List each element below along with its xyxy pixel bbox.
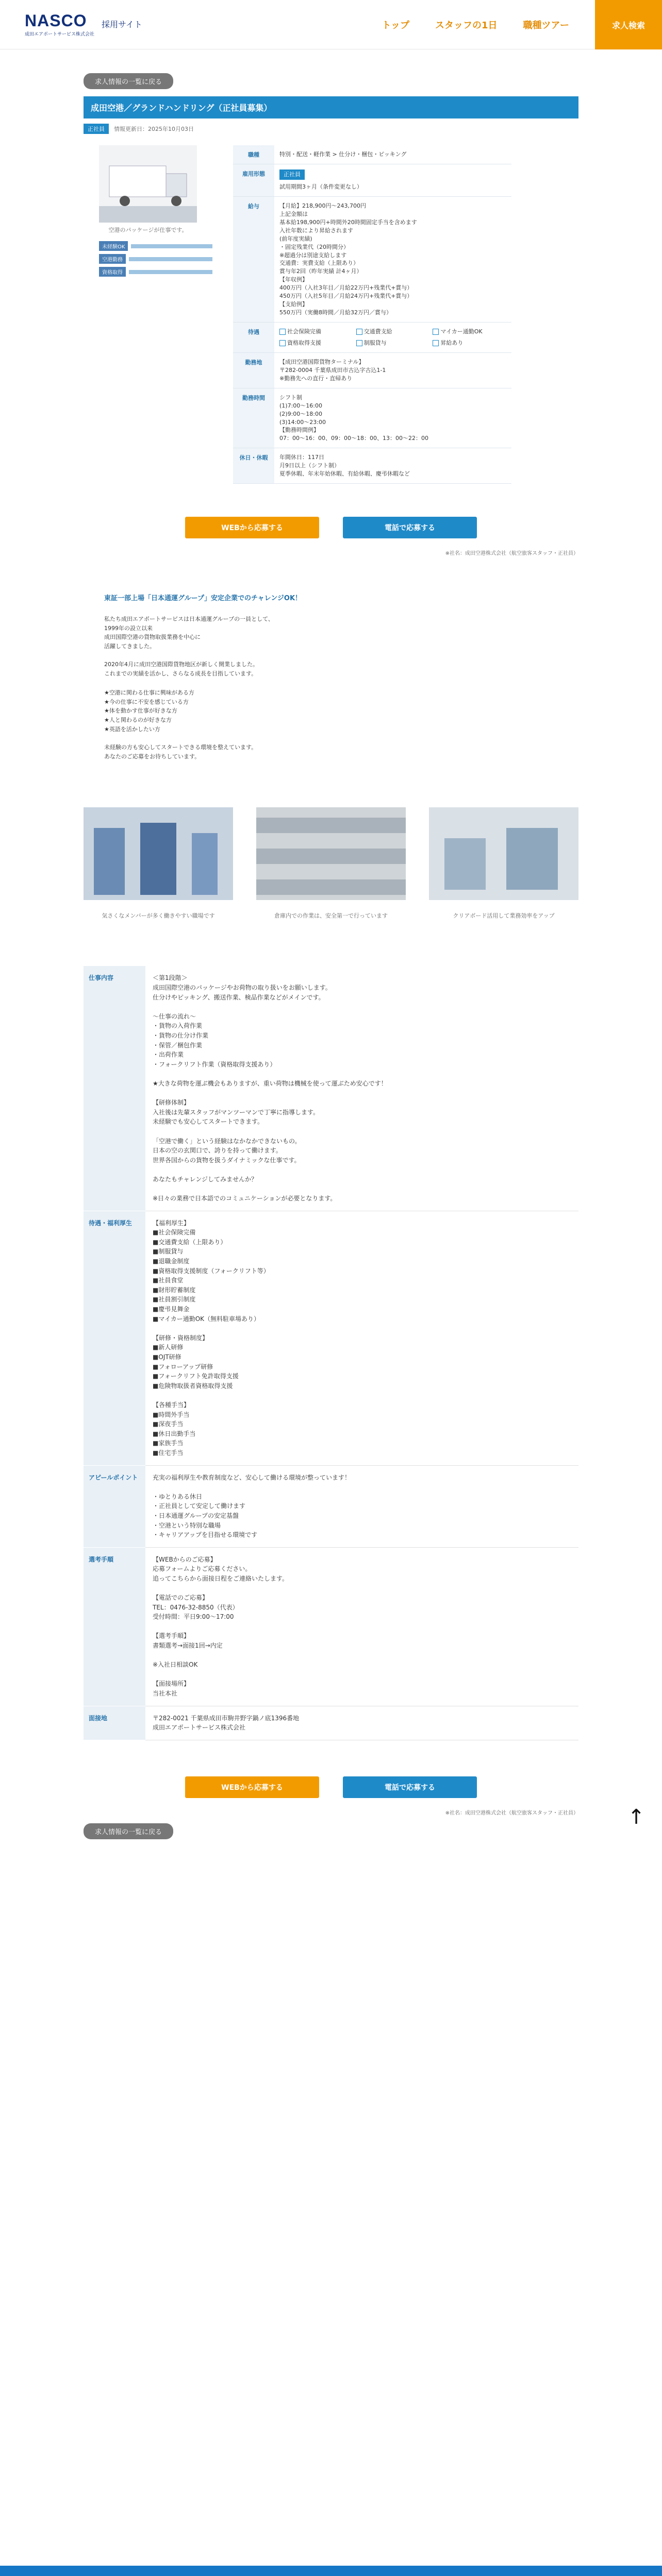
site-header [0, 0, 662, 49]
row-head-location: 勤務地 [233, 352, 274, 388]
scroll-top-icon[interactable]: ↑ [627, 1805, 645, 1829]
row-head-jobtype: 職種 [233, 145, 274, 164]
row-head-hours: 勤務時間 [233, 388, 274, 448]
point-1: 未経験OK [99, 241, 128, 251]
job-detail [84, 49, 578, 1839]
employment-badge: 正社員 [279, 170, 305, 180]
company-note: ※社名：成田空港株式会社（航空旅客スタッフ・正社員） [445, 551, 578, 557]
nav-top[interactable]: トップ [382, 20, 409, 31]
gallery-photo-3 [429, 807, 578, 900]
job-detail-table [84, 966, 578, 1740]
nav-job-search[interactable]: 求人検索 [595, 0, 662, 49]
search-section [0, 2566, 662, 2576]
row-jobtype: 特別・配送・軽作業 > 仕分け・梱包・ピッキング [274, 145, 511, 164]
detail-welfare: 【福利厚生】 ■社会保険完備 ■交通費支給（上限あり） ■制服貸与 ■退職金制度 ■資格取得支援制度（フォークリフト等） ■社員食堂 ■財形貯蓄制度 ■社員割引制度 ■慶弔見舞金 ■マイカー通勤OK（無料駐車場あり） 【研修・資格制度】 ■新人研修 ■OJT研修 ■フォローアップ研修 ■フォークリフト免許取得支援 ■危険物取扱者資格取得支援 【各種手当】 ■時間外手当 ■深夜手当 ■休日出勤手当 ■家族手当 ■住宅手当 [145, 1211, 578, 1465]
photo-caption: 空港のパッケージが仕事です。 [108, 227, 188, 233]
row-head-benefits: 待遇 [233, 323, 274, 353]
gallery-photo-2 [256, 807, 406, 900]
license-icon [279, 340, 286, 346]
job-photo-column [99, 145, 212, 484]
benefit-2: 交通費支給 [356, 328, 430, 336]
job-summary-table [233, 145, 511, 484]
detail-head-interview: 面接地 [84, 1706, 145, 1740]
row-head-employment: 雇用形態 [233, 164, 274, 197]
benefit-6: 昇給あり [433, 339, 506, 347]
intro-body: 私たち成田エアポートサービスは日本通運グループの一員として、 1999年の設立以来 成田国際空港の貨物取扱業務を中心に 活躍してきました。 2020年4月に成田空港国際貨物地区が新しく開業しました。 これまでの実績を活かし、さらなる成長を目指しています。 [104, 616, 274, 677]
back-to-list-button[interactable]: 求人情報の一覧に戻る [84, 73, 173, 89]
transport-icon [356, 329, 362, 335]
job-title: 成田空港／グランドハンドリング（正社員募集） [84, 96, 578, 118]
detail-head-appeal: アピールポイント [84, 1465, 145, 1547]
apply-web-button-2[interactable]: WEBから応募する [185, 1776, 319, 1798]
row-salary: 【月給】218,900円〜243,700円 上記金額は 基本給198,900円+時間外20時間固定手当を含めます 入社年数により昇給されます (前年度実績) ・固定残業代（20時間分） ※超過分は別途支給します 交通費：実費支給（上限あり） 賞与年2回（昨年実績 計4ヶ月） 【年収例】 400万円（入社3年目／月給22万円+残業代+賞与） 450万円（入社5年目／月給24万円+残業代+賞与） 【支給例】 550万円（実働8時間／月給32万円／賞与） [274, 196, 511, 322]
benefit-5: 制服貸与 [356, 339, 430, 347]
gallery-item-1 [84, 807, 233, 920]
intro-closing: 未経験の方も安心してスタートできる環境を整えています。 あなたのご応募をお待ちしています。 [104, 744, 257, 760]
nav-job-tour[interactable]: 職種ツアー [523, 20, 569, 31]
benefit-icons [279, 328, 506, 347]
company-note-2: ※社名：成田空港株式会社（航空旅客スタッフ・正社員） [445, 1810, 578, 1816]
raise-icon [433, 340, 439, 346]
updated-date: 情報更新日：2025年10月03日 [114, 126, 194, 132]
gallery-caption-2: 倉庫内での作業は、安全第一で行っています [274, 912, 388, 920]
car-icon [433, 329, 439, 335]
apply-web-button[interactable]: WEBから応募する [185, 517, 319, 538]
row-head-holidays: 休日・休暇 [233, 448, 274, 484]
gallery-caption-3: クリアボード活用して業務効率をアップ [453, 912, 555, 920]
photo-gallery [84, 807, 578, 920]
apply-tel-button-2[interactable]: 電話で応募する [343, 1776, 477, 1798]
point-3: 資格取得 [99, 267, 126, 277]
truck-illustration [99, 145, 197, 223]
gallery-caption-1: 気さくなメンバーが多く働きやすい職場です [102, 912, 215, 920]
detail-interview: 〒282-0021 千葉県成田市駒井野字鍋ノ底1396番地 成田エアポートサービス株式会社 [145, 1706, 578, 1740]
benefit-3: マイカー通勤OK [433, 328, 506, 336]
row-hours: シフト制 (1)7:00〜16:00 (2)9:00〜18:00 (3)14:00〜23:00 【勤務時間例】 07：00〜16：00、09：00〜18：00、13：00〜22：00 [274, 388, 511, 448]
back-to-list-button-2[interactable]: 求人情報の一覧に戻る [84, 1823, 173, 1839]
search-title [0, 2566, 662, 2576]
detail-selection: 【WEBからのご応募】 応募フォームよりご応募ください。 追ってこちらから面接日程をご連絡いたします。 【電話でのご応募】 TEL：0476-32-8850（代表） 受付時間：平日9:00〜17:00 【選考手順】 書類選考→面接1回→内定 ※入社日相談OK 【面接場所】 当社本社 [145, 1547, 578, 1706]
global-nav [382, 0, 662, 49]
job-points [99, 241, 212, 277]
job-type-badge: 正社員 [84, 124, 109, 134]
benefit-4: 資格取得支援 [279, 339, 353, 347]
logo-company: 成田エアポートサービス株式会社 [25, 31, 95, 37]
detail-appeal: 充実の福利厚生や教育制度など、安心して働ける環境が整っています！ ・ゆとりある休日 ・正社員として安定して働けます ・日本通運グループの安定基盤 ・空港という特別な職場 ・キャリアアップを目指せる環境です [145, 1465, 578, 1547]
job-photo [99, 145, 197, 223]
point-2: 空港勤務 [99, 254, 126, 264]
detail-head-welfare: 待遇・福利厚生 [84, 1211, 145, 1465]
row-location: 【成田空港国際貨物ターミナル】 〒282-0004 千葉県成田市古込字古込1-1 ※勤務先への直行・直帰あり [274, 352, 511, 388]
insurance-icon [279, 329, 286, 335]
apply-tel-button[interactable]: 電話で応募する [343, 517, 477, 538]
intro-section [84, 592, 578, 761]
row-employment: 試用期間3ヶ月（条件変更なし） [279, 183, 362, 190]
logo-word: NASCO [25, 11, 87, 30]
uniform-icon [356, 340, 362, 346]
intro-points: ★空港に関わる仕事に興味がある方 ★今の仕事に不安を感じている方 ★体を動かす仕事が好きな方 ★人と関わるのが好きな方 ★英語を活かしたい方 [104, 689, 194, 733]
detail-work: ＜第1段階＞ 成田国際空港のパッケージやお荷物の取り扱いをお願いします。 仕分けやピッキング、搬送作業、検品作業などがメインです。 ～仕事の流れ～ ・貨物の入荷作業 ・貨物の仕分け作業 ・保管／梱包作業 ・出荷作業 ・フォークリフト作業（資格取得支援あり） ★大きな荷物を運ぶ機会もありますが、重い荷物は機械を使って運ぶため安心です！ 【研修体制】 入社後は先輩スタッフがマンツーマンで丁寧に指導します。 未経験でも安心してスタートできます。 「空港で働く」という経験はなかなかできないもの。 日本の空の玄関口で、誇りを持って働けます。 世界各国からの貨物を扱うダイナミックな仕事です。 あなたもチャレンジしてみませんか？ ※日々の業務で日本語でのコミュニケーションが必要となります。 [145, 966, 578, 1211]
intro-lead: 東証一部上場「日本通運グループ」安定企業でのチャレンジOK！ [104, 595, 302, 603]
gallery-item-3 [429, 807, 578, 920]
detail-head-work: 仕事内容 [84, 966, 145, 1211]
benefit-1: 社会保険完備 [279, 328, 353, 336]
nav-staff-day[interactable]: スタッフの1日 [435, 20, 498, 31]
site-tag: 採用サイト [102, 19, 142, 29]
detail-head-selection: 選考手順 [84, 1547, 145, 1706]
logo[interactable] [25, 12, 142, 37]
row-holidays: 年間休日：117日 月9日以上（シフト制） 夏季休暇、年末年始休暇、有給休暇、慶弔休暇など [274, 448, 511, 484]
gallery-photo-1 [84, 807, 233, 900]
row-head-salary: 給与 [233, 196, 274, 322]
gallery-item-2 [256, 807, 406, 920]
